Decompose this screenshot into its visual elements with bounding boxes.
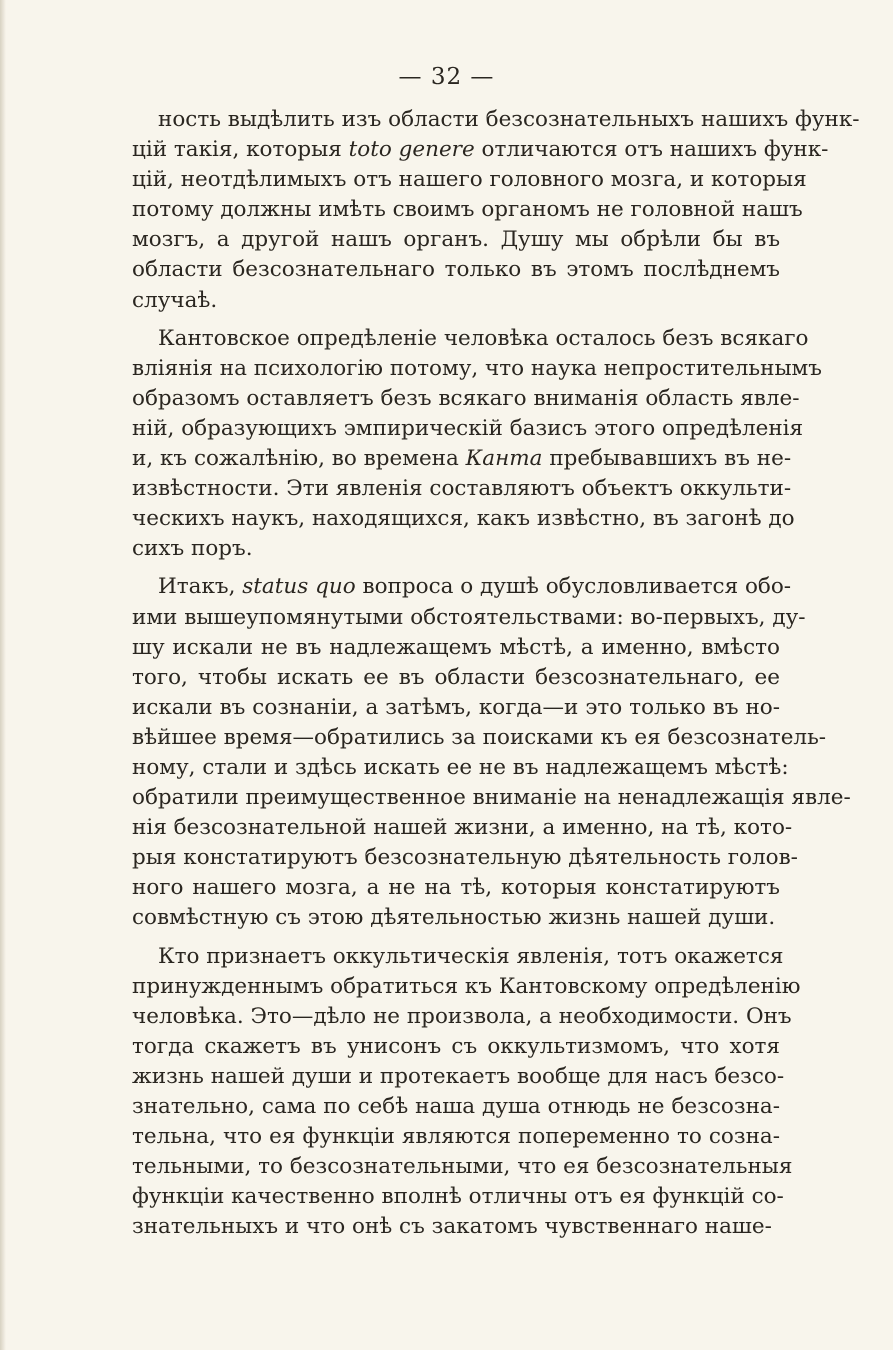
text-line bbox=[132, 603, 806, 633]
text-run: знательно, сама по себѣ наша душа отнюдь не безсозна- bbox=[132, 1094, 780, 1119]
text-line bbox=[132, 1032, 780, 1062]
text-run: тельна, что ея функціи являются попеременно то созна- bbox=[132, 1124, 780, 1150]
text-line bbox=[132, 444, 792, 474]
text-run: человѣка. Это—дѣло не произвола, а необходимости. Онъ bbox=[132, 1003, 792, 1029]
text-run: ими вышеупомянутыми обстоятельствами: во-первыхъ, ду- bbox=[132, 604, 806, 630]
text-run: ній, образующихъ эмпирическій базисъ этого опредѣленія bbox=[132, 415, 804, 441]
text-run: знательныхъ и что онѣ съ закатомъ чувственнаго наше- bbox=[132, 1214, 772, 1240]
text-line bbox=[132, 783, 851, 813]
text-line bbox=[132, 195, 803, 225]
page-edge-shadow bbox=[0, 0, 6, 1350]
text-line bbox=[132, 723, 827, 753]
text-line bbox=[132, 504, 795, 534]
text-run: и, къ сожалѣнію, во времена bbox=[132, 446, 466, 472]
text-run: тогда скажетъ въ унисонъ съ оккультизмомъ, что хотя bbox=[132, 1033, 780, 1059]
text-line bbox=[132, 165, 807, 195]
text-run: отличаются отъ нашихъ функ- bbox=[474, 137, 829, 163]
text-line bbox=[132, 572, 792, 602]
text-line bbox=[132, 972, 801, 1002]
text-line bbox=[132, 903, 780, 933]
text-run: вопроса о душѣ обусловливается обо- bbox=[355, 574, 792, 600]
text-run: искали въ сознаніи, а затѣмъ, когда—и это только въ но- bbox=[132, 694, 780, 720]
text-line bbox=[132, 873, 780, 903]
text-line bbox=[132, 354, 822, 384]
text-run: рыя констатируютъ безсознательную дѣятельность голов- bbox=[132, 845, 798, 871]
text-run: тельными, то безсознательными, что ея безсознательныя bbox=[132, 1154, 793, 1180]
text-line bbox=[132, 414, 804, 444]
paragraph-gap bbox=[132, 316, 780, 324]
text-run: Кантовское опредѣленіе человѣка осталось безъ всякаго bbox=[158, 325, 809, 351]
text-run: вѣйшее время—обратились за поисками къ ея безсознатель- bbox=[132, 724, 827, 750]
text-run: нія безсознательной нашей жизни, а именно, на тѣ, кото- bbox=[132, 815, 793, 841]
text-line bbox=[132, 813, 793, 843]
text-line bbox=[132, 942, 784, 972]
text-run: принужденнымъ обратиться къ Кантовскому опредѣленію bbox=[132, 973, 801, 999]
text-line bbox=[132, 1122, 780, 1152]
text-line bbox=[132, 225, 780, 255]
paragraph-gap bbox=[132, 564, 780, 572]
text-run: ного нашего мозга, а не на тѣ, которыя констатируютъ bbox=[132, 875, 780, 901]
text-run: извѣстности. Эти явленія составляютъ объектъ оккульти- bbox=[132, 476, 792, 502]
text-run: ческихъ наукъ, находящихся, какъ извѣстно, въ загонѣ до bbox=[132, 506, 795, 532]
text-run: пребывавшихъ въ не- bbox=[542, 446, 792, 472]
text-run: вліянія на психологію потому, что наука непростительнымъ bbox=[132, 355, 822, 381]
paragraph-gap bbox=[132, 934, 780, 942]
text-run: образомъ оставляетъ безъ всякаго вниманія область явле- bbox=[132, 385, 800, 411]
text-run: Кто признаетъ оккультическія явленія, тотъ окажется bbox=[158, 943, 784, 969]
text-line bbox=[132, 324, 809, 354]
italic-text-run: toto genere bbox=[348, 137, 475, 163]
text-line bbox=[132, 1182, 784, 1212]
body-text bbox=[132, 105, 860, 1242]
text-run: обратили преимущественное вниманіе на ненадлежащія явле- bbox=[132, 785, 851, 811]
text-line bbox=[132, 1062, 785, 1092]
text-run: мозгъ, а другой нашъ органъ. Душу мы обрѣли бы въ bbox=[132, 227, 780, 253]
text-run: ность выдѣлить изъ области безсознательныхъ нашихъ функ- bbox=[158, 107, 860, 132]
text-run: совмѣстную съ этою дѣятельностью жизнь нашей души. bbox=[132, 905, 776, 931]
text-run: случаѣ. bbox=[132, 287, 218, 313]
text-line bbox=[132, 753, 789, 783]
text-run: цій, неотдѣлимыхъ отъ нашего головного мозга, и которыя bbox=[132, 167, 807, 193]
text-line bbox=[132, 693, 780, 723]
italic-text-run: status quo bbox=[242, 574, 356, 600]
text-run: Итакъ, bbox=[158, 574, 243, 600]
page-number: — 32 — bbox=[398, 64, 495, 90]
text-line bbox=[132, 633, 780, 663]
text-run: шу искали не въ надлежащемъ мѣстѣ, а именно, вмѣсто bbox=[132, 634, 780, 660]
text-line bbox=[132, 384, 800, 414]
text-run: сихъ поръ. bbox=[132, 536, 253, 562]
text-line bbox=[132, 255, 780, 285]
text-line bbox=[132, 663, 780, 693]
text-run: области безсознательнаго только въ этомъ послѣднемъ bbox=[132, 257, 780, 283]
text-run: функціи качественно вполнѣ отличны отъ ея функцій со- bbox=[132, 1184, 784, 1210]
text-run: цій такія, которыя bbox=[132, 137, 349, 163]
text-run: того, чтобы искать ее въ области безсознательнаго, ее bbox=[132, 664, 780, 690]
text-line bbox=[132, 534, 780, 564]
text-line bbox=[132, 135, 829, 165]
text-line bbox=[132, 474, 792, 504]
text-line bbox=[132, 105, 860, 135]
text-line bbox=[132, 1092, 780, 1122]
text-run: жизнь нашей души и протекаетъ вообще для насъ безсо- bbox=[132, 1063, 785, 1089]
text-line bbox=[132, 1152, 793, 1182]
text-line bbox=[132, 1212, 780, 1242]
text-run: ному, стали и здѣсь искать ее не въ надлежащемъ мѣстѣ: bbox=[132, 754, 789, 780]
text-line bbox=[132, 1002, 792, 1032]
text-line bbox=[132, 286, 780, 316]
italic-text-run: Канта bbox=[465, 446, 543, 472]
text-line bbox=[132, 843, 798, 873]
text-run: потому должны имѣть своимъ органомъ не головной нашъ bbox=[132, 197, 803, 223]
